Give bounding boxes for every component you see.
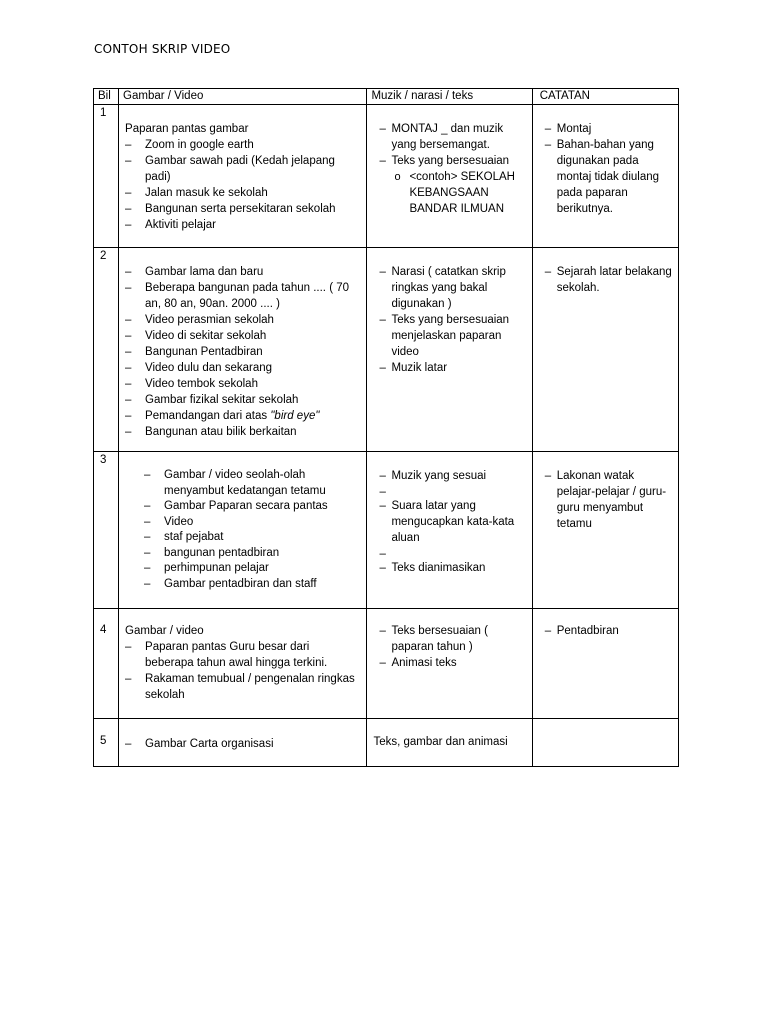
bil-cell: 5: [94, 719, 119, 767]
gambar-cell: [119, 248, 367, 452]
list-item: – Teks bersesuaian ( paparan tahun ): [377, 623, 525, 655]
catatan-list: [543, 264, 672, 296]
table-header-row: [94, 89, 679, 105]
catatan-cell: [532, 452, 678, 609]
catatan-list: [543, 468, 672, 532]
catatan-cell: [532, 719, 678, 767]
list-item: – Gambar Carta organisasi: [125, 736, 360, 752]
list-item: – Lakonan watak pelajar-pelajar / guru-guru menyambut tetamu: [543, 468, 672, 532]
muzik-cell: [367, 452, 532, 609]
muzik-list: [377, 468, 525, 576]
gambar-list: [125, 264, 360, 440]
list-item: – Teks yang bersesuaian menjelaskan paparan video: [377, 312, 525, 360]
muzik-cell: [367, 609, 532, 719]
list-item: – Suara latar yang mengucapkan kata-kata aluan: [377, 498, 525, 546]
list-item: – Video: [144, 515, 360, 531]
table-row: [94, 452, 679, 609]
header-muzik: Muzik / narasi / teks: [367, 89, 532, 105]
list-item: – Pemandangan dari atas "bird eye": [125, 408, 360, 424]
gambar-cell: [119, 719, 367, 767]
list-item: – Teks dianimasikan: [377, 560, 525, 576]
list-item: – Beberapa bangunan pada tahun .... ( 70 an, 80 an, 90an. 2000 .... ): [125, 280, 360, 312]
list-item: – MONTAJ _ dan muzik yang bersemangat.: [377, 121, 525, 153]
muzik-text: Teks, gambar dan animasi: [373, 736, 508, 748]
list-item: – Bahan-bahan yang digunakan pada montaj tidak diulang pada paparan berikutnya.: [543, 137, 672, 217]
muzik-list: [377, 121, 525, 217]
gambar-list: [144, 468, 360, 592]
list-item: – Muzik latar: [377, 360, 525, 376]
list-item: – Paparan pantas Guru besar dari beberapa tahun awal hingga terkini.: [125, 639, 360, 671]
catatan-cell: [532, 105, 678, 248]
list-item: – Rakaman temubual / pengenalan ringkas sekolah: [125, 671, 360, 703]
list-item: – Bangunan serta persekitaran sekolah: [125, 201, 360, 217]
list-item: – bangunan pentadbiran: [144, 546, 360, 562]
list-item: – Gambar fizikal sekitar sekolah: [125, 392, 360, 408]
spacer: [377, 484, 525, 498]
table-row: [94, 719, 679, 767]
catatan-cell: [532, 609, 678, 719]
muzik-list: [377, 623, 525, 671]
gambar-list: [125, 639, 360, 703]
bil-cell: 1: [94, 105, 119, 248]
catatan-list: [543, 121, 672, 217]
list-item: – Pentadbiran: [543, 623, 672, 639]
gambar-cell: [119, 452, 367, 609]
list-item: – Teks yang bersesuaian o <contoh> SEKOLAH KEBANGSAAN BANDAR ILMUAN: [377, 153, 525, 217]
gambar-list: [125, 137, 360, 233]
header-bil: Bil: [94, 89, 119, 105]
gambar-intro: Gambar / video: [125, 625, 204, 637]
gambar-intro: Paparan pantas gambar: [125, 123, 249, 135]
list-item: – Video perasmian sekolah: [125, 312, 360, 328]
list-item: – perhimpunan pelajar: [144, 561, 360, 577]
header-catatan: CATATAN: [532, 89, 678, 105]
list-item: – Zoom in google earth: [125, 137, 360, 153]
list-item: – Animasi teks: [377, 655, 525, 671]
bil-cell: 2: [94, 248, 119, 452]
table-row: [94, 609, 679, 719]
list-item: – Gambar pentadbiran dan staff: [144, 577, 360, 593]
list-item: – Aktiviti pelajar: [125, 217, 360, 233]
list-item: o <contoh> SEKOLAH KEBANGSAAN BANDAR ILMUAN: [391, 169, 525, 217]
table-row: [94, 248, 679, 452]
muzik-cell: [367, 105, 532, 248]
bil-cell: 3: [94, 452, 119, 609]
script-table: [93, 88, 679, 767]
catatan-list: [543, 623, 672, 639]
list-item: – Video dulu dan sekarang: [125, 360, 360, 376]
list-item: – Narasi ( catatkan skrip ringkas yang bakal digunakan ): [377, 264, 525, 312]
spacer: [377, 546, 525, 560]
list-item: – Bangunan atau bilik berkaitan: [125, 424, 360, 440]
list-item: – staf pejabat: [144, 530, 360, 546]
list-item: – Jalan masuk ke sekolah: [125, 185, 360, 201]
muzik-cell: [367, 719, 532, 767]
list-item: – Video di sekitar sekolah: [125, 328, 360, 344]
gambar-list: [125, 736, 360, 752]
catatan-cell: [532, 248, 678, 452]
bil-cell: 4: [94, 609, 119, 719]
muzik-cell: [367, 248, 532, 452]
list-item: – Gambar lama dan baru: [125, 264, 360, 280]
table-row: [94, 105, 679, 248]
document-title: CONTOH SKRIP VIDEO: [94, 42, 231, 56]
list-item: – Sejarah latar belakang sekolah.: [543, 264, 672, 296]
muzik-list: [377, 264, 525, 376]
list-item: – Gambar Paparan secara pantas: [144, 499, 360, 515]
list-item: – Gambar / video seolah-olah menyambut kedatangan tetamu: [144, 468, 360, 499]
list-item: – Bangunan Pentadbiran: [125, 344, 360, 360]
list-item: – Montaj: [543, 121, 672, 137]
header-gambar: Gambar / Video: [119, 89, 367, 105]
list-item: – Gambar sawah padi (Kedah jelapang padi): [125, 153, 360, 185]
list-item: – Video tembok sekolah: [125, 376, 360, 392]
list-item: – Muzik yang sesuai: [377, 468, 525, 484]
sub-list: [391, 169, 525, 217]
gambar-cell: [119, 609, 367, 719]
gambar-cell: [119, 105, 367, 248]
